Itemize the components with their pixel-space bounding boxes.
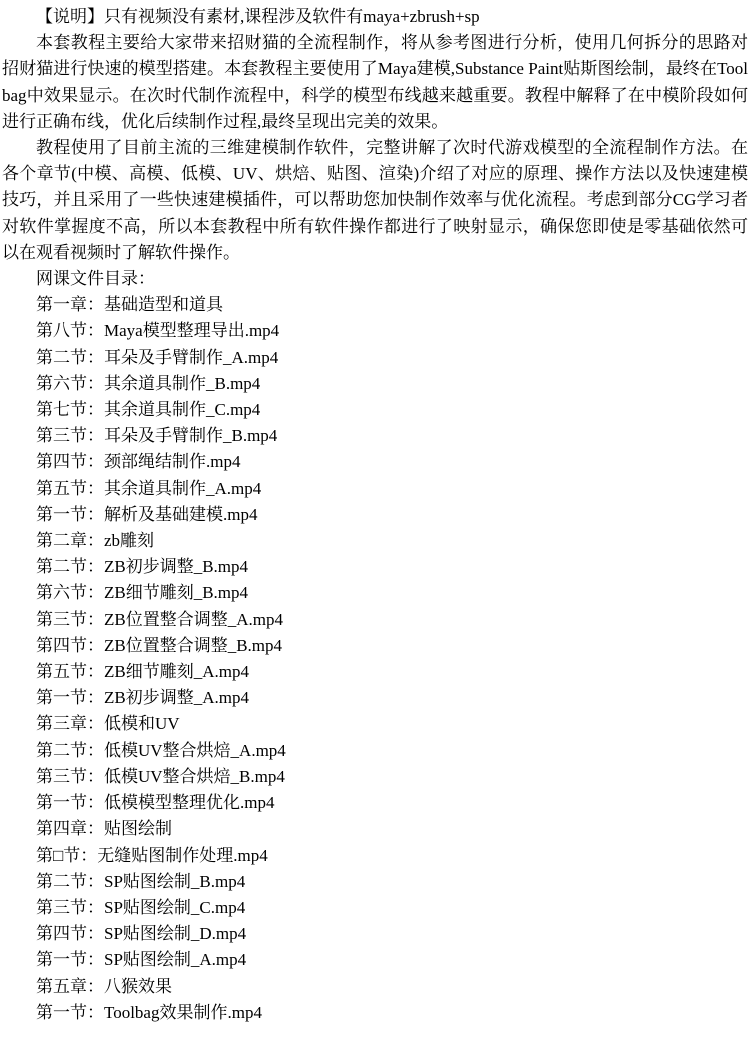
catalog-section-line: 第三节：ZB位置整合调整_A.mp4 <box>36 609 283 629</box>
catalog-section-line: 第□节：无缝贴图制作处理.mp4 <box>36 845 268 865</box>
catalog-section-line: 第一节：低模模型整理优化.mp4 <box>36 793 275 813</box>
note-line: 【说明】只有视频没有素材,课程涉及软件有maya+zbrush+sp <box>36 7 480 26</box>
intro-paragraph: 本套教程主要给大家带来招财猫的全流程制作，将从参考图进行分析，使用几何拆分的思路对招财猫进行快速的模型搭建。本套教程主要使用了Maya建模,Substance Paint贴斯图绘制，最终在Toolbag中效果显示。在次时代制作流程中，科学的模型布线越来越重要。教程中解释了在中模阶段如何进行正确布线，优化后续制作过程,最终呈现出完美的效果。 <box>2 33 748 131</box>
catalog-section-line: 第六节：ZB细节雕刻_B.mp4 <box>36 583 249 603</box>
catalog-chapter-line: 第四章：贴图绘制 <box>36 819 172 839</box>
catalog-section-line: 第四节：颈部绳结制作.mp4 <box>36 452 241 472</box>
catalog-section-line: 第八节：Maya模型整理导出.mp4 <box>36 321 280 341</box>
catalog-section-line: 第四节：ZB位置整合调整_B.mp4 <box>36 635 283 655</box>
catalog-section-line: 第五节：其余道具制作_A.mp4 <box>36 478 262 498</box>
catalog-chapter-line: 第三章：低模和UV <box>36 714 180 734</box>
catalog-section-line: 第一节：SP贴图绘制_A.mp4 <box>36 950 247 970</box>
catalog-section-line: 第五节：ZB细节雕刻_A.mp4 <box>36 662 249 682</box>
catalog-heading: 网课文件目录： <box>36 269 155 289</box>
catalog-section-line: 第二节：低模UV整合烘焙_A.mp4 <box>36 740 286 760</box>
catalog-chapter-line: 第二章：zb雕刻 <box>36 531 155 551</box>
catalog-section-line: 第一节：Toolbag效果制作.mp4 <box>36 1002 262 1022</box>
catalog-section-line: 第六节：其余道具制作_B.mp4 <box>36 373 261 393</box>
workflow-paragraph: 教程使用了目前主流的三维建模制作软件，完整讲解了次时代游戏模型的全流程制作方法。在各个章节(中模、高模、低模、UV、烘焙、贴图、渲染)介绍了对应的原理、操作方法以及快速建模技巧，并且采用了一些快速建模插件，可以帮助您加快制作效率与优化流程。考虑到部分CG学习者对软件掌握度不高，所以本套教程中所有软件操作都进行了映射显示，确保您即使是零基础依然可以在观看视频时了解软件操作。 <box>2 138 748 262</box>
catalog-section-line: 第二节：SP贴图绘制_B.mp4 <box>36 871 246 891</box>
catalog-chapter-line: 第一章：基础造型和道具 <box>36 295 223 315</box>
catalog-section-line: 第三节：耳朵及手臂制作_B.mp4 <box>36 426 278 446</box>
catalog-section-line: 第四节：SP贴图绘制_D.mp4 <box>36 924 247 944</box>
catalog-section-line: 第三节：SP贴图绘制_C.mp4 <box>36 897 246 917</box>
catalog-section-line: 第二节：ZB初步调整_B.mp4 <box>36 557 249 577</box>
catalog-section-line: 第一节：ZB初步调整_A.mp4 <box>36 688 249 708</box>
catalog-section-line: 第二节：耳朵及手臂制作_A.mp4 <box>36 347 279 367</box>
catalog-section-line: 第三节：低模UV整合烘焙_B.mp4 <box>36 766 285 786</box>
catalog-list <box>2 292 748 1026</box>
catalog-section-line: 第一节：解析及基础建模.mp4 <box>36 504 258 524</box>
catalog-chapter-line: 第五章：八猴效果 <box>36 976 172 996</box>
catalog-section-line: 第七节：其余道具制作_C.mp4 <box>36 400 261 420</box>
